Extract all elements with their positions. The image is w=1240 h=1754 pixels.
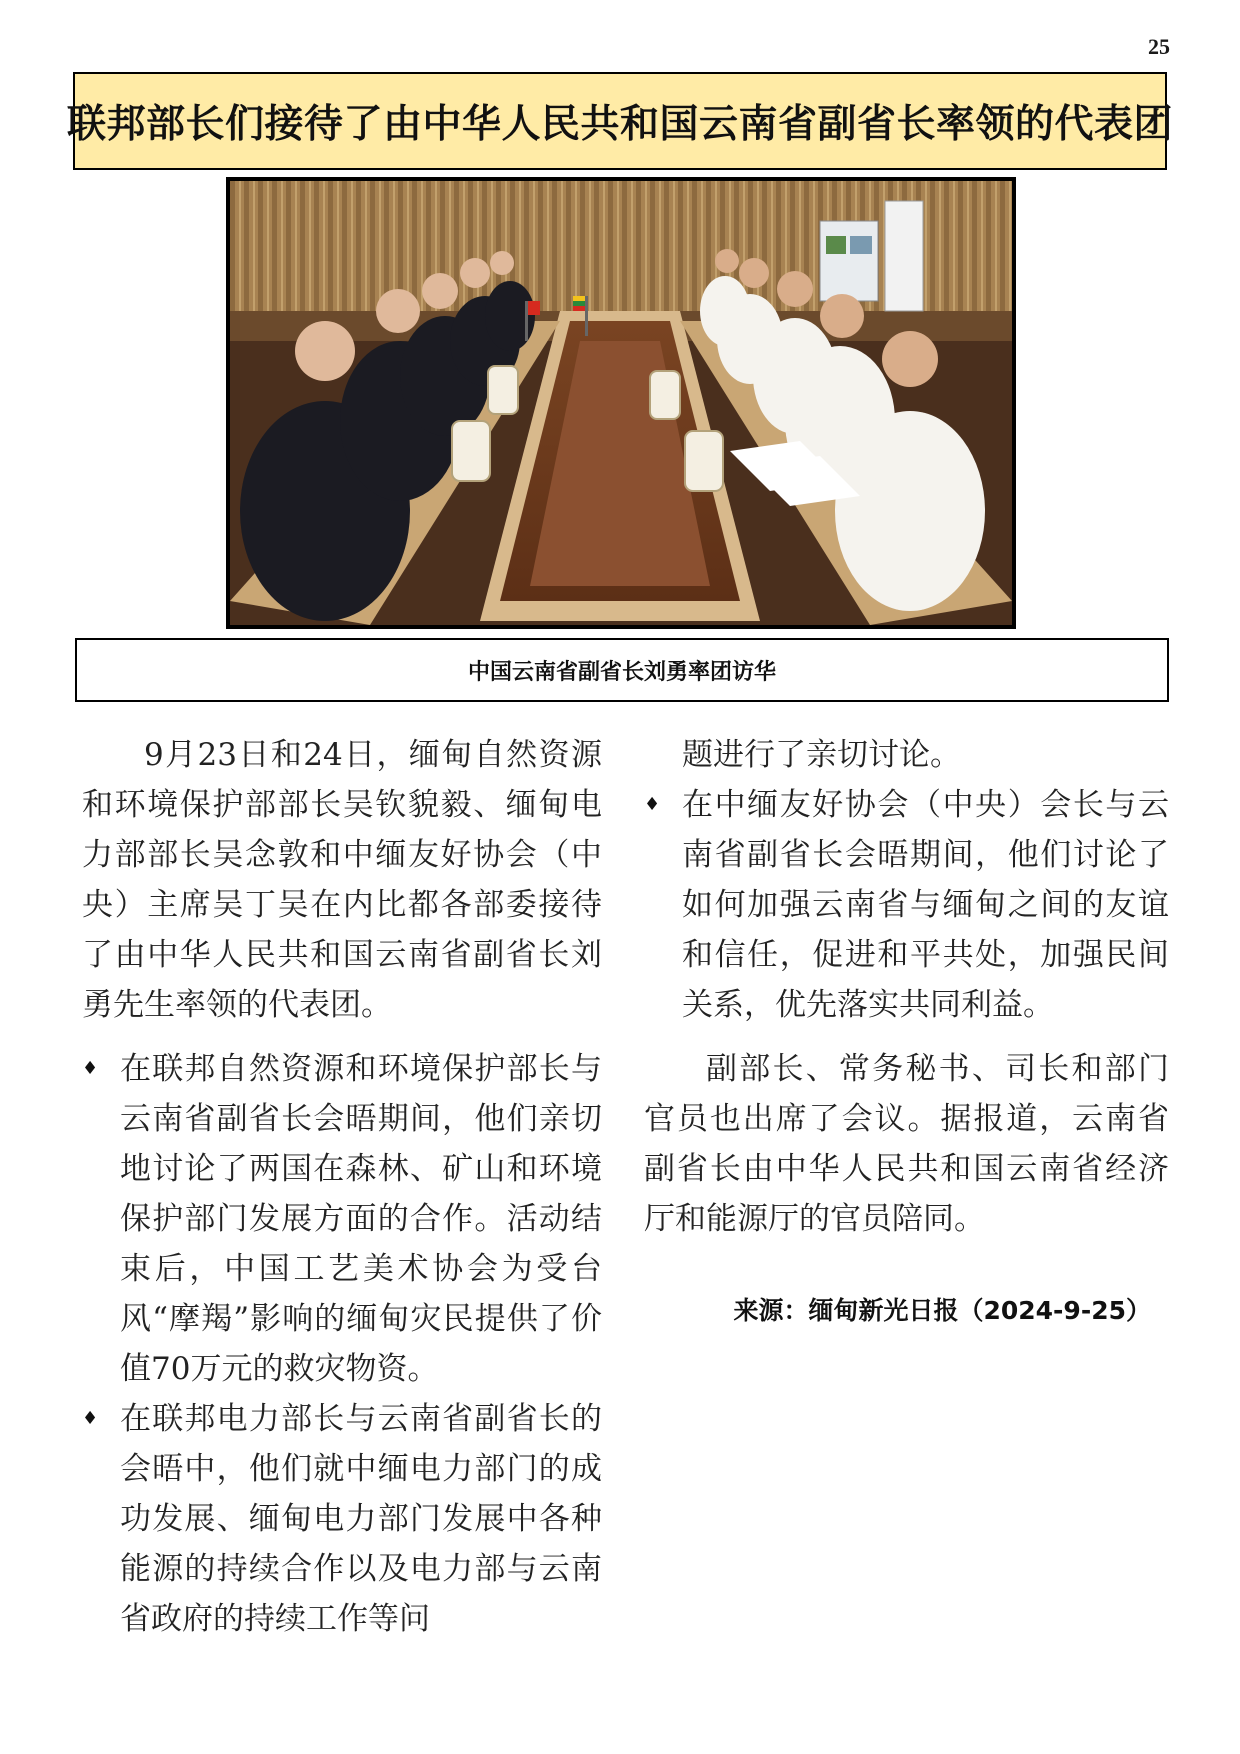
headline: 联邦部长们接待了由中华人民共和国云南省副省长率领的代表团 bbox=[67, 102, 1174, 147]
article-column-right bbox=[644, 730, 1169, 1336]
bullet-item bbox=[82, 1044, 602, 1394]
meeting-photo bbox=[226, 177, 1016, 629]
diamond-bullet-icon: ♦ bbox=[82, 1058, 99, 1079]
article-source: 来源：缅甸新光日报（2024-9-25） bbox=[733, 1296, 1151, 1325]
article-column-left bbox=[82, 730, 602, 1644]
bullet-text: 在联邦电力部长与云南省副省长的会晤中，他们就中缅电力部门的成功发展、缅甸电力部门发展中各种能源的持续合作以及电力部与云南省政府的持续工作等问 bbox=[120, 1401, 602, 1637]
diamond-bullet-icon: ♦ bbox=[82, 1408, 99, 1429]
page-number: 25 bbox=[1148, 34, 1170, 59]
photo-caption: 中国云南省副省长刘勇率团访华 bbox=[467, 659, 776, 685]
bullet-continuation: 题进行了亲切讨论。 bbox=[682, 737, 961, 773]
bullet-item bbox=[644, 780, 1169, 1030]
bullet-text: 在中缅友好协会（中央）会长与云南省副省长会晤期间，他们讨论了如何加强云南省与缅甸之间的友谊和信任，促进和平共处，加强民间关系，优先落实共同利益。 bbox=[682, 787, 1169, 1023]
bullet-list bbox=[82, 1044, 602, 1644]
article-intro: 9月23日和24日，缅甸自然资源和环境保护部部长吴钦貌毅、缅甸电力部部长吴念敦和中缅友好协会（中央）主席吴丁吴在内比都各部委接待了由中华人民共和国云南省副省长刘勇先生率领的代表团。 bbox=[82, 737, 602, 1023]
headline-banner bbox=[67, 72, 1174, 170]
bullet-item bbox=[82, 1394, 602, 1644]
bullet-list bbox=[644, 780, 1169, 1030]
article-closing: 副部长、常务秘书、司长和部门官员也出席了会议。据报道，云南省副省长由中华人民共和国云南省经济厅和能源厅的官员陪同。 bbox=[644, 1051, 1169, 1237]
bullet-text: 在联邦自然资源和环境保护部长与云南省副省长会晤期间，他们亲切地讨论了两国在森林、矿山和环境保护部门发展方面的合作。活动结束后，中国工艺美术协会为受台风“摩羯”影响的缅甸灾民提供了价值70万元的救灾物资。 bbox=[120, 1051, 602, 1387]
diamond-bullet-icon: ♦ bbox=[644, 794, 661, 815]
caption-box bbox=[75, 638, 1169, 702]
